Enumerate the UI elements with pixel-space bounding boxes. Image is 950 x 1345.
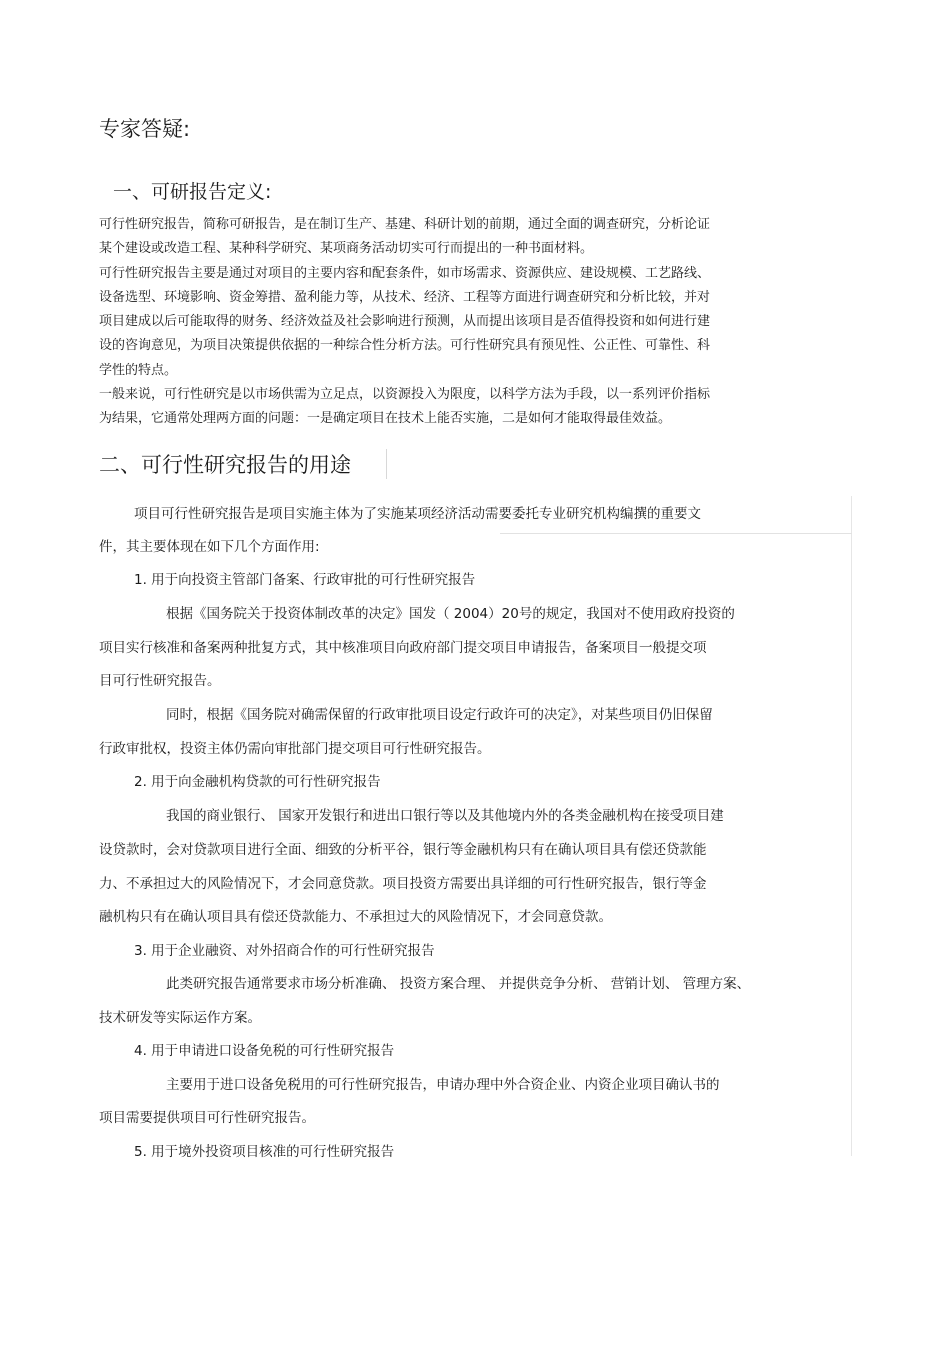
section1-line: 学性的特点。 (99, 362, 178, 378)
list-item-title: 2. 用于向金融机构贷款的可行性研究报告 (134, 774, 381, 790)
section1-body (99, 213, 779, 432)
list-item-title: 3. 用于企业融资、对外招商合作的可行性研究报告 (134, 943, 435, 959)
paragraph-line: 主要用于进口设备免税用的可行性研究报告，申请办理中外合资企业、内资企业项目确认书的 (166, 1077, 720, 1093)
paragraph-line: 设贷款时，会对贷款项目进行全面、细致的分析平谷，银行等金融机构只有在确认项目具有偿还贷款能 (99, 842, 707, 858)
paragraph-line: 技术研发等实际运作方案。 (99, 1010, 261, 1026)
paragraph-line: 目可行性研究报告。 (99, 673, 221, 689)
paragraph-line: 力、不承担过大的风险情况下，才会同意贷款。项目投资方需要出具详细的可行性研究报告，银行等金 (99, 876, 707, 892)
list-item-title: 1. 用于向投资主管部门备案、行政审批的可行性研究报告 (134, 572, 476, 588)
paragraph-line: 此类研究报告通常要求市场分析准确、 投资方案合理、 并提供竞争分析、 营销计划、 管理方案、 (166, 976, 751, 992)
section1-line: 设备选型、环境影响、资金筹措、盈利能力等，从技术、经济、工程等方面进行调查研究和分析比较，并对 (99, 289, 711, 305)
section2-intro-line: 件，其主要体现在如下几个方面作用: (99, 539, 320, 555)
section1-line: 一般来说，可行性研究是以市场供需为立足点，以资源投入为限度，以科学方法为手段，以一系列评价指标 (99, 387, 711, 403)
section1-line: 项目建成以后可能取得的财务、经济效益及社会影响进行预测，从而提出该项目是否值得投资和如何进行建 (99, 314, 711, 330)
paragraph-line: 同时，根据《国务院对确需保留的行政审批项目设定行政许可的决定》，对某些项目仍旧保留 (166, 707, 713, 723)
list-item-title: 4. 用于申请进口设备免税的可行性研究报告 (134, 1043, 395, 1059)
heading-divider (386, 449, 387, 479)
section1-line: 可行性研究报告，简称可研报告，是在制订生产、基建、科研计划的前期，通过全面的调查研究，分析论证 (99, 217, 711, 232)
paragraph-line: 项目需要提供项目可行性研究报告。 (99, 1110, 315, 1126)
section1-line: 设的咨询意见，为项目决策提供依据的一种综合性分析方法。可行性研究具有预见性、公正性、可靠性、科 (99, 338, 711, 354)
section1-heading: 一、可研报告定义: (113, 181, 272, 203)
paragraph-line: 融机构只有在确认项目具有偿还贷款能力、不承担过大的风险情况下，才会同意贷款。 (99, 909, 612, 925)
paragraph-line: 根据《国务院关于投资体制改革的决定》国发（ 2004）20号的规定，我国对不使用政府投资的 (166, 606, 735, 622)
frame-right-line (851, 496, 852, 1156)
section1-line: 为结果，它通常处理两方面的问题：一是确定项目在技术上能否实施，二是如何才能取得最佳效益。 (99, 411, 672, 427)
page-title: 专家答疑: (99, 117, 191, 141)
frame-top-line (500, 533, 852, 534)
section2-heading: 二、可行性研究报告的用途 (99, 453, 351, 477)
paragraph-line: 项目实行核准和备案两种批复方式，其中核准项目向政府部门提交项目申请报告，备案项目一般提交项 (99, 640, 707, 656)
paragraph-line: 我国的商业银行、 国家开发银行和进出口银行等以及其他境内外的各类金融机构在接受项目建 (166, 808, 724, 824)
section1-line: 某个建设或改造工程、某种科学研究、某项商务活动切实可行而提出的一种书面材料。 (99, 241, 594, 257)
paragraph-line: 行政审批权，投资主体仍需向审批部门提交项目可行性研究报告。 (99, 741, 491, 757)
section1-line: 可行性研究报告主要是通过对项目的主要内容和配套条件，如市场需求、资源供应、建设规模、工艺路线、 (99, 265, 711, 281)
section2-intro-line: 项目可行性研究报告是项目实施主体为了实施某项经济活动需要委托专业研究机构编撰的重要文 (134, 506, 701, 522)
list-item-title: 5. 用于境外投资项目核准的可行性研究报告 (134, 1144, 395, 1160)
